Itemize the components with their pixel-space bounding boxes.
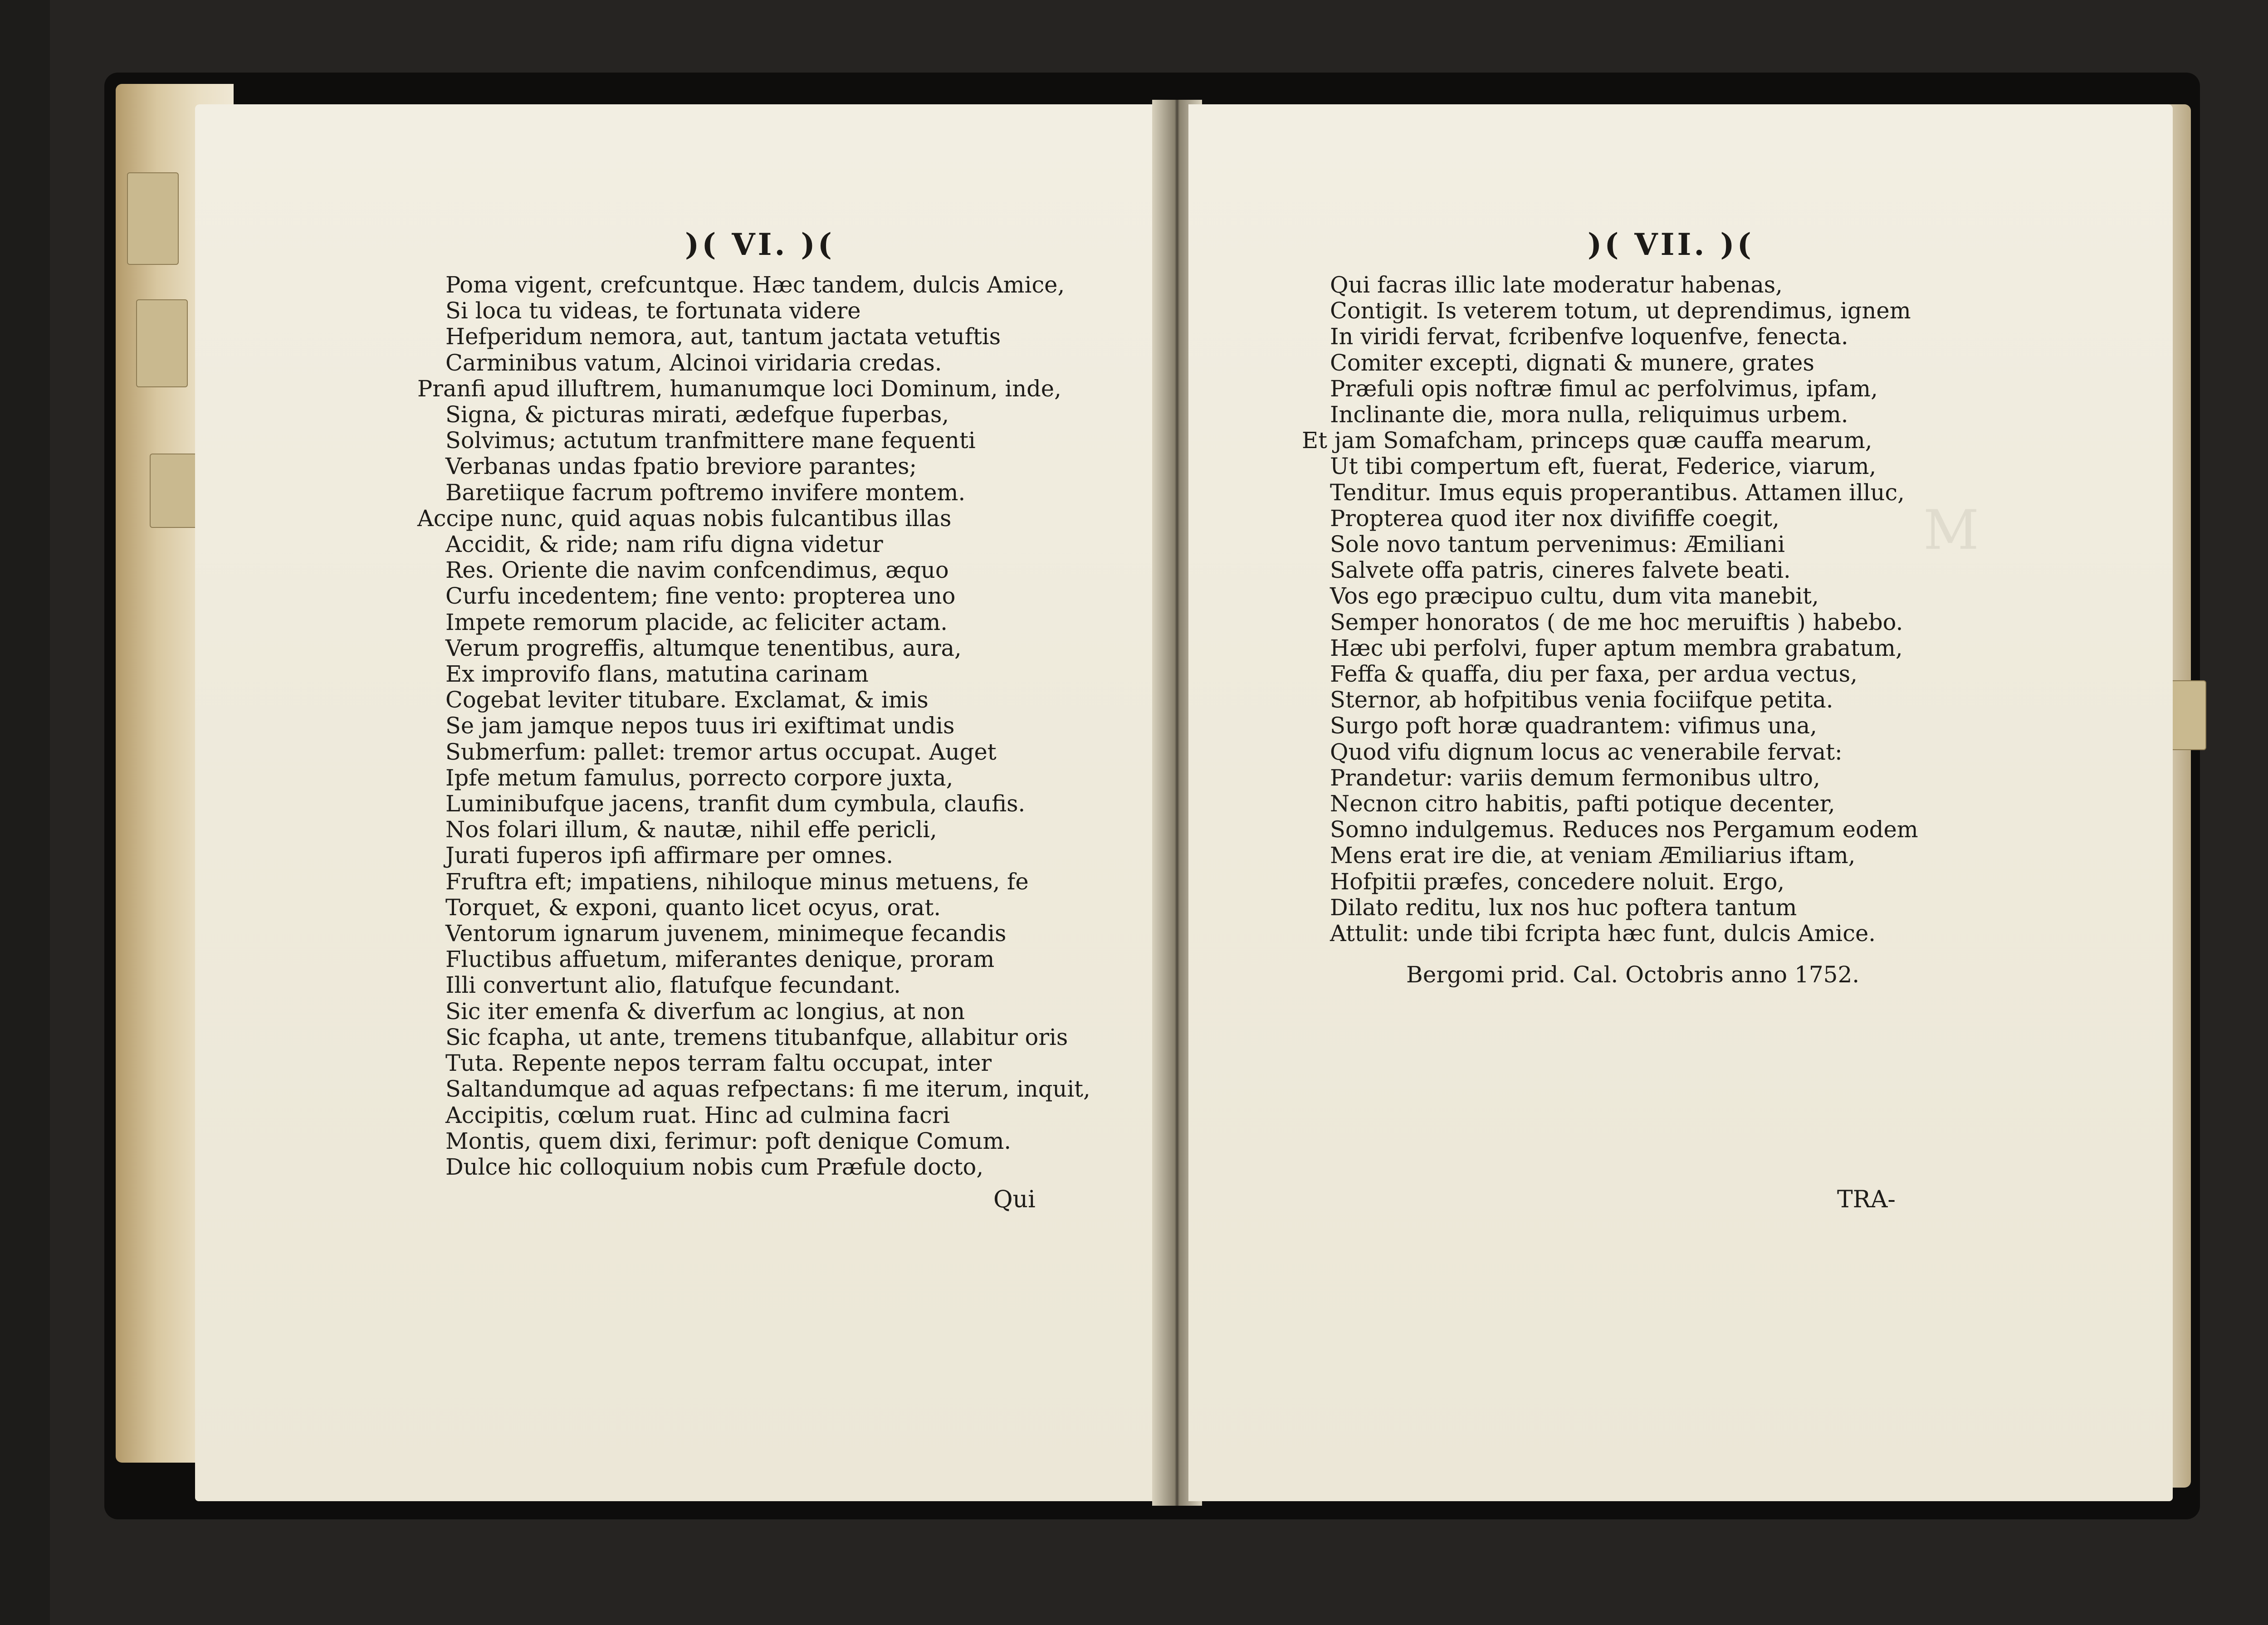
verse-line: Accidit, & ride; nam rifu digna videtur: [445, 531, 883, 558]
verse-line: Vos ego præcipuo cultu, dum vita manebit,: [1330, 583, 1819, 610]
page-header: )( VII. )(: [1588, 227, 1754, 262]
verse-line: Accipitis, cœlum ruat. Hinc ad culmina facri: [445, 1102, 950, 1128]
verse-line: Contigit. Is veterem totum, ut deprendimus, ignem: [1330, 298, 1911, 324]
catchword: TRA-: [1837, 1186, 1896, 1213]
verse-line: Impete remorum placide, ac feliciter actam.: [445, 609, 948, 635]
verse-line: Nos folari illum, & nautæ, nihil effe pericli,: [445, 816, 937, 843]
verse-line: Fluctibus affuetum, miferantes denique, proram: [445, 946, 995, 973]
verse-line: Ipfe metum famulus, porrecto corpore juxta,: [445, 764, 953, 791]
verse-line: Carminibus vatum, Alcinoi viridaria credas.: [445, 349, 942, 376]
verse-line: Et jam Somafcham, princeps quæ cauffa mearum,: [1302, 427, 1872, 454]
verse-line: Feffa & quaffa, diu per faxa, per ardua vectus,: [1330, 661, 1857, 688]
verse-line: Dulce hic colloquium nobis cum Præfule docto,: [445, 1153, 984, 1180]
verse-line: Comiter excepti, dignati & munere, grates: [1330, 349, 1814, 376]
verse-line: Baretiique facrum poftremo invifere montem.: [445, 479, 966, 506]
verse-line: Luminibufque jacens, tranfit dum cymbula, claufis.: [445, 791, 1026, 817]
verse-line: Præfuli opis noftræ fimul ac perfolvimus, ipfam,: [1330, 375, 1878, 402]
verse-line: Sic iter emenfa & diverfum ac longius, at non: [445, 998, 965, 1025]
verse-line: Ut tibi compertum eft, fuerat, Federice, viarum,: [1330, 453, 1877, 480]
bleed-through-initial: M: [1923, 499, 1979, 562]
verse-line: Propterea quod iter nox divififfe coegit,: [1330, 505, 1779, 532]
verse-line: Submerfum: pallet: tremor artus occupat. Auget: [445, 738, 997, 765]
verse-line: Montis, quem dixi, ferimur: poft denique Comum.: [445, 1127, 1012, 1154]
verse-line: Hofpitii præfes, concedere noluit. Ergo,: [1330, 868, 1785, 895]
verse-line: Si loca tu videas, te fortunata videre: [445, 298, 861, 324]
dateline: Bergomi prid. Cal. Octobris anno 1752.: [1406, 961, 1860, 988]
verse-line: Qui facras illic late moderatur habenas,: [1330, 272, 1783, 298]
verse-line: Illi convertunt alio, flatufque fecundant.: [445, 972, 901, 999]
verse-line: Mens erat ire die, at veniam Æmiliarius iftam,: [1330, 842, 1856, 869]
verse-line: Attulit: unde tibi fcripta hæc funt, dulcis Amice.: [1330, 920, 1876, 947]
catchword: Qui: [993, 1186, 1036, 1213]
verse-line: Saltandumque ad aquas refpectans: fi me iterum, inquit,: [445, 1076, 1090, 1103]
verse-line: Somno indulgemus. Reduces nos Pergamum eodem: [1330, 816, 1918, 843]
verse-line: Verbanas undas fpatio breviore parantes;: [445, 453, 917, 480]
verse-line: Ventorum ignarum juvenem, minimeque fecandis: [445, 920, 1007, 947]
page-header: )( VI. )(: [685, 227, 835, 262]
verse-line: In viridi fervat, fcribenfve loquenfve, fenecta.: [1330, 323, 1848, 350]
verse-line: Torquet, & exponi, quanto licet ocyus, orat.: [445, 894, 941, 921]
bookmark-tab: [150, 454, 201, 528]
verse-line: Fruftra eft; impatiens, nihiloque minus metuens, fe: [445, 868, 1029, 895]
bookmark-tab: [136, 299, 188, 387]
verse-line: Salvete offa patris, cineres falvete beati.: [1330, 557, 1791, 584]
verse-line: Solvimus; actutum tranfmittere mane fequenti: [445, 427, 976, 454]
verse-line: Cogebat leviter titubare. Exclamat, & imis: [445, 687, 929, 713]
verse-line: Curfu incedentem; fine vento: propterea uno: [445, 583, 956, 610]
verse-line: Inclinante die, mora nulla, reliquimus urbem.: [1330, 401, 1848, 428]
verse-line: Tenditur. Imus equis properantibus. Attamen illuc,: [1330, 479, 1905, 506]
verse-line: Pranfi apud illuftrem, humanumque loci Dominum, inde,: [417, 375, 1061, 402]
verse-line: Necnon citro habitis, pafti potique decenter,: [1330, 791, 1835, 817]
right-page: [1188, 104, 2173, 1501]
verse-line: Quod vifu dignum locus ac venerabile fervat:: [1330, 738, 1843, 765]
verse-line: Sole novo tantum pervenimus: Æmiliani: [1330, 531, 1785, 558]
right-page-text: [1302, 272, 1918, 947]
verse-line: Hefperidum nemora, aut, tantum jactata vetuftis: [445, 323, 1001, 350]
verse-line: Tuta. Repente nepos terram faltu occupat, inter: [445, 1050, 992, 1077]
verse-line: Sternor, ab hofpitibus venia fociifque petita.: [1330, 687, 1833, 713]
verse-line: Ex improvifo flans, matutina carinam: [445, 661, 869, 688]
verse-line: Poma vigent, crefcuntque. Hæc tandem, dulcis Amice,: [445, 272, 1065, 298]
left-background-strip: [0, 0, 50, 1625]
verse-line: Accipe nunc, quid aquas nobis fulcantibus illas: [417, 505, 952, 532]
left-page: [195, 104, 1166, 1501]
bookmark-tab: [127, 172, 179, 265]
bookmark-tab: [2168, 680, 2206, 750]
verse-line: Jurati fuperos ipfi affirmare per omnes.: [445, 842, 894, 869]
verse-line: Verum progreffis, altumque tenentibus, aura,: [445, 634, 962, 661]
verse-line: Hæc ubi perfolvi, fuper aptum membra grabatum,: [1330, 634, 1903, 661]
verse-line: Se jam jamque nepos tuus iri exiftimat undis: [445, 712, 955, 739]
verse-line: Sic fcapha, ut ante, tremens titubanfque, allabitur oris: [445, 1024, 1068, 1050]
verse-line: Signa, & picturas mirati, ædefque fuperbas,: [445, 401, 949, 428]
verse-line: Prandetur: variis demum fermonibus ultro,: [1330, 764, 1820, 791]
verse-line: Semper honoratos ( de me hoc meruiftis ) habebo.: [1330, 609, 1903, 635]
verse-line: Res. Oriente die navim confcendimus, æquo: [445, 557, 949, 584]
verse-line: Dilato reditu, lux nos huc poftera tantum: [1330, 894, 1797, 921]
left-page-text: [417, 272, 1090, 1180]
verse-line: Surgo poft horæ quadrantem: vifimus una,: [1330, 712, 1817, 739]
